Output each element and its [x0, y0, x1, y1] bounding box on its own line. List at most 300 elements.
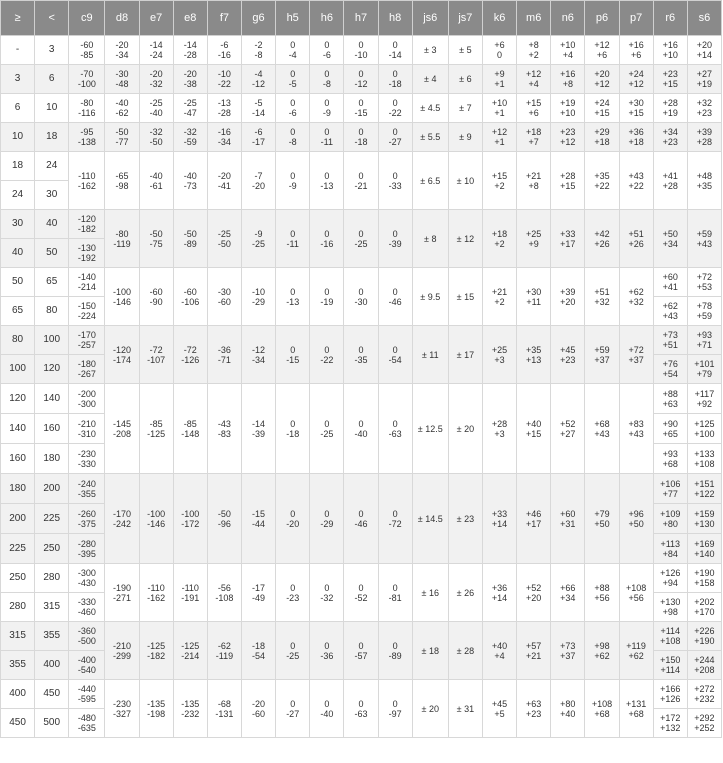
table-row — [1, 152, 722, 181]
cell-js7: ± 28 — [448, 622, 482, 680]
range-from: 50 — [1, 268, 35, 297]
cell-c9: -400 -540 — [69, 651, 105, 680]
cell-h8: 0 -54 — [378, 326, 412, 384]
table-row — [1, 474, 722, 504]
cell-c9: -240 -355 — [69, 474, 105, 504]
cell-js7: ± 6 — [448, 65, 482, 94]
cell-k6: +15 +2 — [482, 152, 516, 210]
cell-e8: -20 -38 — [173, 65, 207, 94]
cell-c9: -170 -257 — [69, 326, 105, 355]
cell-d8: -40 -62 — [105, 94, 139, 123]
cell-k6: +45 +5 — [482, 680, 516, 738]
range-from: 100 — [1, 355, 35, 384]
cell-js6: ± 20 — [412, 680, 448, 738]
range-from: 180 — [1, 474, 35, 504]
cell-f7: -36 -71 — [207, 326, 241, 384]
cell-r6: +62 +43 — [653, 297, 687, 326]
col-header: e8 — [173, 1, 207, 36]
cell-r6: +73 +51 — [653, 326, 687, 355]
cell-c9: -260 -375 — [69, 504, 105, 534]
range-from: 30 — [1, 210, 35, 239]
cell-c9: -70 -100 — [69, 65, 105, 94]
cell-c9: -95 -138 — [69, 123, 105, 152]
cell-k6: +10 +1 — [482, 94, 516, 123]
cell-n6: +52 +27 — [551, 384, 585, 474]
cell-k6: +18 +2 — [482, 210, 516, 268]
col-header: n6 — [551, 1, 585, 36]
cell-g6: -15 -44 — [241, 474, 275, 564]
cell-p7: +16 +6 — [619, 36, 653, 65]
cell-n6: +66 +34 — [551, 564, 585, 622]
cell-h8: 0 -89 — [378, 622, 412, 680]
range-from: 140 — [1, 414, 35, 444]
cell-e8: -60 -106 — [173, 268, 207, 326]
cell-m6: +35 +13 — [517, 326, 551, 384]
cell-js7: ± 26 — [448, 564, 482, 622]
cell-js6: ± 8 — [412, 210, 448, 268]
cell-e7: -14 -24 — [139, 36, 173, 65]
cell-js6: ± 18 — [412, 622, 448, 680]
cell-p6: +20 +12 — [585, 65, 619, 94]
cell-s6: +159 +130 — [687, 504, 721, 534]
range-to: 100 — [35, 326, 69, 355]
table-row — [1, 326, 722, 355]
cell-h6: 0 -40 — [310, 680, 344, 738]
cell-n6: +23 +12 — [551, 123, 585, 152]
cell-js6: ± 5.5 — [412, 123, 448, 152]
cell-js7: ± 23 — [448, 474, 482, 564]
range-from: 120 — [1, 384, 35, 414]
cell-h6: 0 -22 — [310, 326, 344, 384]
cell-c9: -360 -500 — [69, 622, 105, 651]
cell-h8: 0 -97 — [378, 680, 412, 738]
cell-n6: +19 +10 — [551, 94, 585, 123]
cell-js7: ± 17 — [448, 326, 482, 384]
cell-s6: +169 +140 — [687, 534, 721, 564]
cell-e8: -135 -232 — [173, 680, 207, 738]
cell-e8: -50 -89 — [173, 210, 207, 268]
cell-h7: 0 -18 — [344, 123, 378, 152]
cell-h7: 0 -57 — [344, 622, 378, 680]
range-from: 160 — [1, 444, 35, 474]
cell-g6: -4 -12 — [241, 65, 275, 94]
cell-c9: -480 -635 — [69, 709, 105, 738]
cell-c9: -210 -310 — [69, 414, 105, 444]
range-to: 500 — [35, 709, 69, 738]
cell-d8: -145 -208 — [105, 384, 139, 474]
cell-e7: -32 -50 — [139, 123, 173, 152]
cell-h7: 0 -63 — [344, 680, 378, 738]
cell-k6: +40 +4 — [482, 622, 516, 680]
col-header: s6 — [687, 1, 721, 36]
cell-r6: +34 +23 — [653, 123, 687, 152]
col-header: p7 — [619, 1, 653, 36]
cell-g6: -7 -20 — [241, 152, 275, 210]
cell-h5: 0 -20 — [276, 474, 310, 564]
cell-m6: +30 +11 — [517, 268, 551, 326]
cell-c9: -280 -395 — [69, 534, 105, 564]
range-from: 355 — [1, 651, 35, 680]
cell-d8: -210 -299 — [105, 622, 139, 680]
col-header: r6 — [653, 1, 687, 36]
table-row — [1, 268, 722, 297]
col-header: js7 — [448, 1, 482, 36]
cell-r6: +88 +63 — [653, 384, 687, 414]
cell-js6: ± 16 — [412, 564, 448, 622]
cell-n6: +16 +8 — [551, 65, 585, 94]
cell-f7: -13 -28 — [207, 94, 241, 123]
cell-d8: -100 -146 — [105, 268, 139, 326]
range-to: 10 — [35, 94, 69, 123]
cell-h6: 0 -11 — [310, 123, 344, 152]
cell-r6: +172 +132 — [653, 709, 687, 738]
cell-k6: +36 +14 — [482, 564, 516, 622]
cell-p6: +59 +37 — [585, 326, 619, 384]
table-row — [1, 94, 722, 123]
cell-h7: 0 -52 — [344, 564, 378, 622]
range-from: - — [1, 36, 35, 65]
cell-e8: -32 -59 — [173, 123, 207, 152]
cell-js6: ± 12.5 — [412, 384, 448, 474]
range-to: 280 — [35, 564, 69, 593]
cell-c9: -300 -430 — [69, 564, 105, 593]
cell-e7: -60 -90 — [139, 268, 173, 326]
cell-h7: 0 -25 — [344, 210, 378, 268]
cell-p6: +51 +32 — [585, 268, 619, 326]
cell-g6: -2 -8 — [241, 36, 275, 65]
cell-d8: -80 -119 — [105, 210, 139, 268]
cell-h8: 0 -72 — [378, 474, 412, 564]
cell-e7: -135 -198 — [139, 680, 173, 738]
cell-r6: +130 +98 — [653, 593, 687, 622]
cell-e8: -72 -126 — [173, 326, 207, 384]
range-from: 450 — [1, 709, 35, 738]
cell-s6: +27 +19 — [687, 65, 721, 94]
cell-js6: ± 9.5 — [412, 268, 448, 326]
cell-k6: +21 +2 — [482, 268, 516, 326]
range-to: 200 — [35, 474, 69, 504]
cell-f7: -25 -50 — [207, 210, 241, 268]
cell-c9: -80 -116 — [69, 94, 105, 123]
cell-r6: +113 +84 — [653, 534, 687, 564]
cell-js6: ± 6.5 — [412, 152, 448, 210]
cell-s6: +101 +79 — [687, 355, 721, 384]
table-row — [1, 564, 722, 593]
cell-k6: +6 0 — [482, 36, 516, 65]
cell-f7: -6 -16 — [207, 36, 241, 65]
cell-c9: -150 -224 — [69, 297, 105, 326]
cell-h5: 0 -6 — [276, 94, 310, 123]
cell-g6: -10 -29 — [241, 268, 275, 326]
range-from: 18 — [1, 152, 35, 181]
cell-c9: -60 -85 — [69, 36, 105, 65]
cell-r6: +23 +15 — [653, 65, 687, 94]
range-to: 250 — [35, 534, 69, 564]
range-from: 280 — [1, 593, 35, 622]
cell-n6: +73 +37 — [551, 622, 585, 680]
cell-r6: +41 +28 — [653, 152, 687, 210]
range-to: 225 — [35, 504, 69, 534]
cell-m6: +21 +8 — [517, 152, 551, 210]
cell-h7: 0 -15 — [344, 94, 378, 123]
cell-p7: +108 +56 — [619, 564, 653, 622]
cell-h8: 0 -39 — [378, 210, 412, 268]
range-to: 355 — [35, 622, 69, 651]
cell-h5: 0 -23 — [276, 564, 310, 622]
col-header: c9 — [69, 1, 105, 36]
cell-r6: +28 +19 — [653, 94, 687, 123]
col-header: g6 — [241, 1, 275, 36]
cell-h6: 0 -8 — [310, 65, 344, 94]
cell-s6: +202 +170 — [687, 593, 721, 622]
cell-h5: 0 -4 — [276, 36, 310, 65]
col-header: f7 — [207, 1, 241, 36]
cell-k6: +9 +1 — [482, 65, 516, 94]
cell-f7: -30 -60 — [207, 268, 241, 326]
cell-k6: +28 +3 — [482, 384, 516, 474]
range-to: 400 — [35, 651, 69, 680]
col-header: js6 — [412, 1, 448, 36]
cell-f7: -16 -34 — [207, 123, 241, 152]
cell-h5: 0 -15 — [276, 326, 310, 384]
cell-h5: 0 -11 — [276, 210, 310, 268]
cell-s6: +244 +208 — [687, 651, 721, 680]
cell-js7: ± 12 — [448, 210, 482, 268]
cell-c9: -130 -192 — [69, 239, 105, 268]
cell-p7: +36 +18 — [619, 123, 653, 152]
range-from: 315 — [1, 622, 35, 651]
cell-r6: +106 +77 — [653, 474, 687, 504]
cell-js6: ± 14.5 — [412, 474, 448, 564]
cell-r6: +76 +54 — [653, 355, 687, 384]
cell-h7: 0 -12 — [344, 65, 378, 94]
cell-n6: +80 +40 — [551, 680, 585, 738]
cell-p6: +68 +43 — [585, 384, 619, 474]
range-to: 50 — [35, 239, 69, 268]
cell-m6: +57 +21 — [517, 622, 551, 680]
cell-e7: -40 -61 — [139, 152, 173, 210]
header-row — [1, 1, 722, 36]
cell-p6: +98 +62 — [585, 622, 619, 680]
cell-f7: -68 -131 — [207, 680, 241, 738]
cell-r6: +60 +41 — [653, 268, 687, 297]
cell-h5: 0 -5 — [276, 65, 310, 94]
table-row — [1, 384, 722, 414]
range-from: 65 — [1, 297, 35, 326]
col-header: h7 — [344, 1, 378, 36]
cell-m6: +25 +9 — [517, 210, 551, 268]
range-to: 30 — [35, 181, 69, 210]
cell-h7: 0 -30 — [344, 268, 378, 326]
cell-c9: -120 -182 — [69, 210, 105, 239]
cell-e7: -100 -146 — [139, 474, 173, 564]
cell-p7: +131 +68 — [619, 680, 653, 738]
range-to: 6 — [35, 65, 69, 94]
cell-f7: -56 -108 — [207, 564, 241, 622]
cell-h7: 0 -21 — [344, 152, 378, 210]
cell-m6: +40 +15 — [517, 384, 551, 474]
cell-r6: +114 +108 — [653, 622, 687, 651]
cell-e7: -20 -32 — [139, 65, 173, 94]
cell-h7: 0 -35 — [344, 326, 378, 384]
col-header: k6 — [482, 1, 516, 36]
range-from: 6 — [1, 94, 35, 123]
cell-s6: +151 +122 — [687, 474, 721, 504]
cell-g6: -17 -49 — [241, 564, 275, 622]
cell-s6: +190 +158 — [687, 564, 721, 593]
cell-s6: +133 +108 — [687, 444, 721, 474]
cell-r6: +93 +68 — [653, 444, 687, 474]
table-row — [1, 65, 722, 94]
cell-d8: -120 -174 — [105, 326, 139, 384]
cell-p7: +119 +62 — [619, 622, 653, 680]
cell-f7: -62 -119 — [207, 622, 241, 680]
cell-h6: 0 -16 — [310, 210, 344, 268]
table-body — [1, 36, 722, 738]
cell-n6: +10 +4 — [551, 36, 585, 65]
cell-m6: +18 +7 — [517, 123, 551, 152]
cell-e8: -100 -172 — [173, 474, 207, 564]
cell-k6: +33 +14 — [482, 474, 516, 564]
cell-g6: -5 -14 — [241, 94, 275, 123]
range-to: 24 — [35, 152, 69, 181]
cell-h6: 0 -19 — [310, 268, 344, 326]
cell-js7: ± 10 — [448, 152, 482, 210]
cell-s6: +48 +35 — [687, 152, 721, 210]
cell-m6: +46 +17 — [517, 474, 551, 564]
cell-m6: +52 +20 — [517, 564, 551, 622]
cell-p6: +35 +22 — [585, 152, 619, 210]
cell-r6: +50 +34 — [653, 210, 687, 268]
range-from: 250 — [1, 564, 35, 593]
range-from: 80 — [1, 326, 35, 355]
cell-e7: -125 -182 — [139, 622, 173, 680]
cell-e8: -14 -28 — [173, 36, 207, 65]
cell-d8: -170 -242 — [105, 474, 139, 564]
cell-h7: 0 -40 — [344, 384, 378, 474]
range-from: 10 — [1, 123, 35, 152]
cell-h5: 0 -9 — [276, 152, 310, 210]
cell-h6: 0 -29 — [310, 474, 344, 564]
cell-r6: +166 +126 — [653, 680, 687, 709]
cell-k6: +12 +1 — [482, 123, 516, 152]
cell-s6: +117 +92 — [687, 384, 721, 414]
cell-p6: +12 +6 — [585, 36, 619, 65]
cell-p7: +72 +37 — [619, 326, 653, 384]
range-to: 18 — [35, 123, 69, 152]
cell-r6: +90 +65 — [653, 414, 687, 444]
cell-d8: -65 -98 — [105, 152, 139, 210]
range-to: 120 — [35, 355, 69, 384]
cell-p7: +30 +15 — [619, 94, 653, 123]
range-from: 40 — [1, 239, 35, 268]
cell-s6: +32 +23 — [687, 94, 721, 123]
cell-p6: +108 +68 — [585, 680, 619, 738]
cell-e7: -72 -107 — [139, 326, 173, 384]
range-from: 400 — [1, 680, 35, 709]
cell-e7: -25 -40 — [139, 94, 173, 123]
range-to: 40 — [35, 210, 69, 239]
cell-c9: -200 -300 — [69, 384, 105, 414]
cell-h8: 0 -63 — [378, 384, 412, 474]
cell-h8: 0 -33 — [378, 152, 412, 210]
table-row — [1, 210, 722, 239]
cell-h6: 0 -32 — [310, 564, 344, 622]
cell-f7: -10 -22 — [207, 65, 241, 94]
cell-c9: -110 -162 — [69, 152, 105, 210]
cell-p7: +24 +12 — [619, 65, 653, 94]
table-row — [1, 622, 722, 651]
cell-d8: -190 -271 — [105, 564, 139, 622]
cell-h6: 0 -13 — [310, 152, 344, 210]
cell-r6: +150 +114 — [653, 651, 687, 680]
cell-e8: -85 -148 — [173, 384, 207, 474]
cell-s6: +292 +252 — [687, 709, 721, 738]
cell-g6: -6 -17 — [241, 123, 275, 152]
cell-s6: +78 +59 — [687, 297, 721, 326]
col-header: p6 — [585, 1, 619, 36]
cell-js7: ± 31 — [448, 680, 482, 738]
cell-m6: +12 +4 — [517, 65, 551, 94]
range-from: 3 — [1, 65, 35, 94]
cell-n6: +45 +23 — [551, 326, 585, 384]
col-header: h6 — [310, 1, 344, 36]
cell-d8: -30 -48 — [105, 65, 139, 94]
cell-s6: +93 +71 — [687, 326, 721, 355]
cell-h6: 0 -9 — [310, 94, 344, 123]
cell-h6: 0 -36 — [310, 622, 344, 680]
table-row — [1, 36, 722, 65]
cell-e8: -40 -73 — [173, 152, 207, 210]
cell-r6: +16 +10 — [653, 36, 687, 65]
cell-h8: 0 -18 — [378, 65, 412, 94]
cell-js7: ± 15 — [448, 268, 482, 326]
cell-p7: +43 +22 — [619, 152, 653, 210]
range-to: 180 — [35, 444, 69, 474]
range-to: 160 — [35, 414, 69, 444]
cell-h8: 0 -22 — [378, 94, 412, 123]
cell-e7: -110 -162 — [139, 564, 173, 622]
range-to: 80 — [35, 297, 69, 326]
cell-js6: ± 11 — [412, 326, 448, 384]
col-header: h5 — [276, 1, 310, 36]
cell-h5: 0 -25 — [276, 622, 310, 680]
cell-p6: +42 +26 — [585, 210, 619, 268]
range-to: 140 — [35, 384, 69, 414]
cell-r6: +109 +80 — [653, 504, 687, 534]
cell-e8: -110 -191 — [173, 564, 207, 622]
cell-d8: -20 -34 — [105, 36, 139, 65]
cell-g6: -9 -25 — [241, 210, 275, 268]
cell-m6: +8 +2 — [517, 36, 551, 65]
cell-d8: -50 -77 — [105, 123, 139, 152]
cell-s6: +20 +14 — [687, 36, 721, 65]
cell-h5: 0 -8 — [276, 123, 310, 152]
cell-f7: -20 -41 — [207, 152, 241, 210]
cell-h8: 0 -46 — [378, 268, 412, 326]
cell-p7: +51 +26 — [619, 210, 653, 268]
cell-c9: -440 -595 — [69, 680, 105, 709]
col-header: m6 — [517, 1, 551, 36]
cell-h7: 0 -10 — [344, 36, 378, 65]
col-header: d8 — [105, 1, 139, 36]
cell-js7: ± 7 — [448, 94, 482, 123]
cell-p6: +29 +18 — [585, 123, 619, 152]
range-from: 200 — [1, 504, 35, 534]
table-row — [1, 680, 722, 709]
cell-h8: 0 -27 — [378, 123, 412, 152]
cell-h5: 0 -18 — [276, 384, 310, 474]
